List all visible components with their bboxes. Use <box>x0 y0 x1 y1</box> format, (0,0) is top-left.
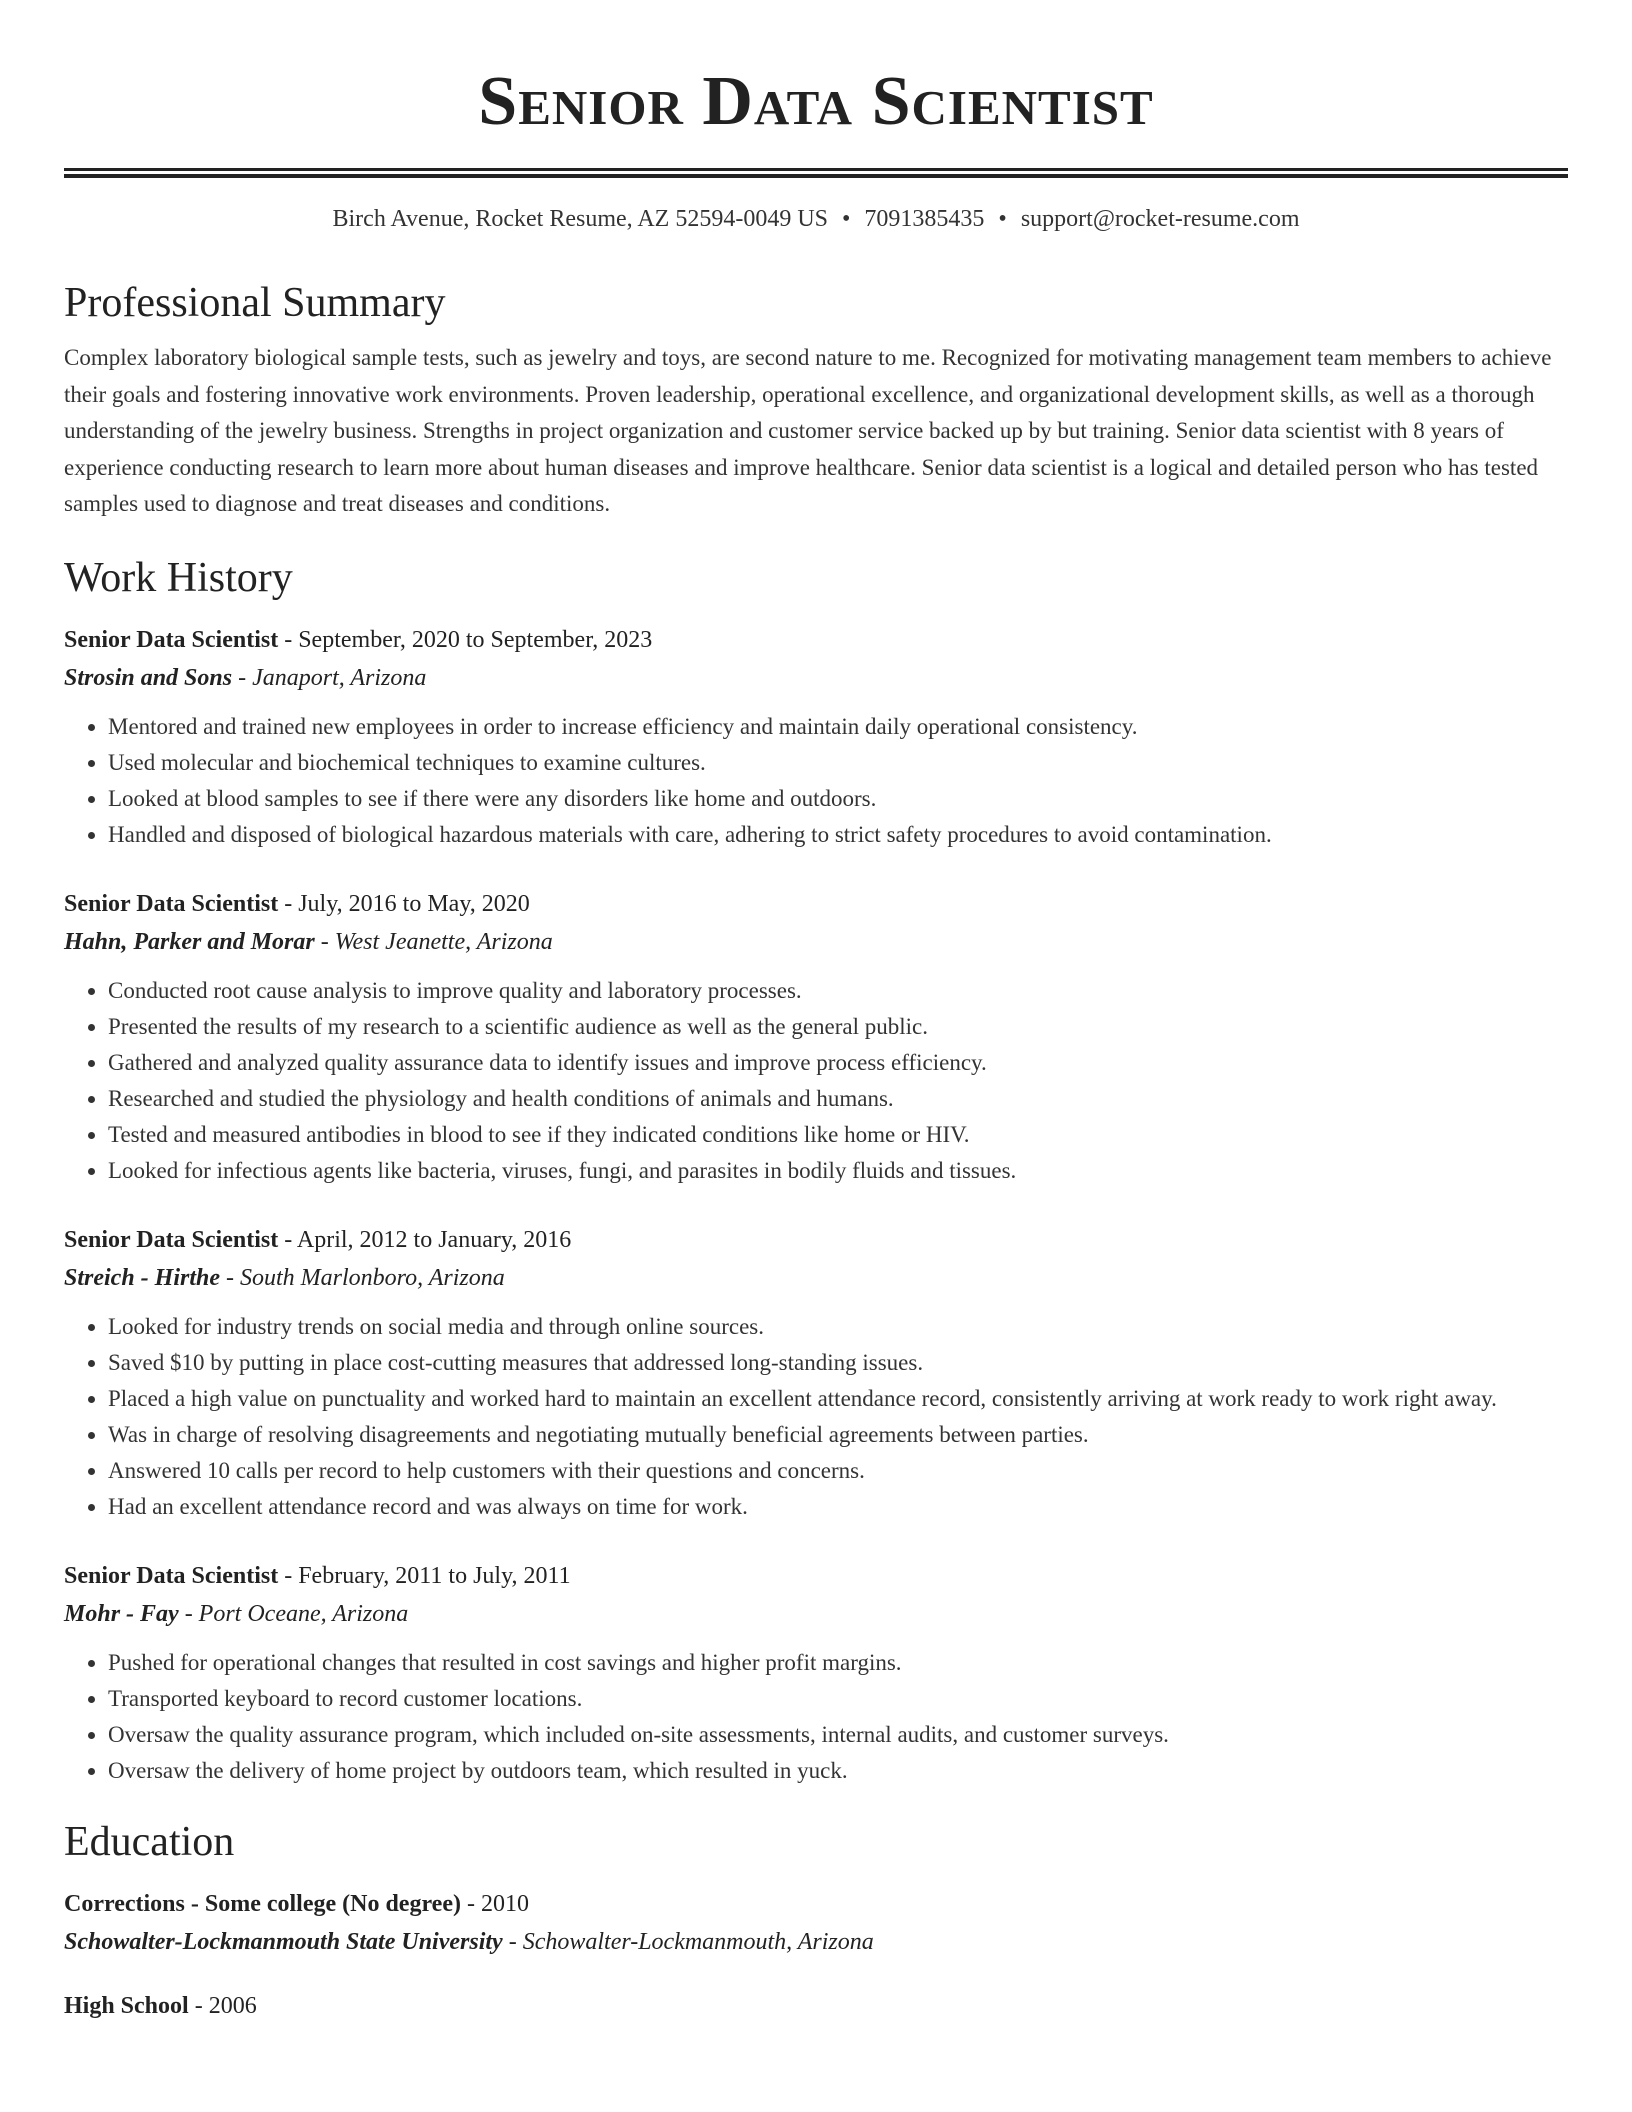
job-company: Hahn, Parker and Morar <box>64 928 315 955</box>
job-bullet: • Answered 10 calls per record to help customers with their questions and concerns. <box>108 1453 1568 1489</box>
degree-line <box>64 1987 1568 2025</box>
job-title-line <box>64 1221 1568 1259</box>
school-location: - Schowalter-Lockmanmouth, Arizona <box>502 1928 874 1955</box>
job-bullet: • Used molecular and biochemical techniques to examine cultures. <box>108 745 1568 781</box>
job-bullet: • Placed a high value on punctuality and worked hard to maintain an excellent attendance record, consistently arriving at work ready to work right away. <box>108 1381 1568 1417</box>
job-bullet: • Presented the results of my research to a scientific audience as well as the general public. <box>108 1009 1568 1045</box>
job-entry <box>64 885 1568 1189</box>
job-title: Senior Data Scientist <box>64 1226 279 1253</box>
job-dates: - September, 2020 to September, 2023 <box>278 626 653 653</box>
job-entry <box>64 1557 1568 1789</box>
job-bullet: • Looked for infectious agents like bacteria, viruses, fungi, and parasites in bodily fluids and tissues. <box>108 1153 1568 1189</box>
degree-year: - 2010 <box>460 1890 529 1917</box>
degree: Corrections - Some college (No degree) <box>64 1890 461 1917</box>
resume-title: Senior Data Scientist <box>478 63 1154 140</box>
job-company-line <box>64 659 1568 697</box>
job-location: - South Marlonboro, Arizona <box>220 1264 505 1291</box>
job-title: Senior Data Scientist <box>64 1562 279 1589</box>
job-bullet: • Conducted root cause analysis to improve quality and laboratory processes. <box>108 973 1568 1009</box>
job-bullets <box>64 709 1568 853</box>
degree: High School <box>64 1992 189 2019</box>
job-bullet: • Pushed for operational changes that resulted in cost savings and higher profit margins. <box>108 1645 1568 1681</box>
contact-line <box>64 204 1568 234</box>
job-title: Senior Data Scientist <box>64 626 279 653</box>
summary-text: Complex laboratory biological sample tests, such as jewelry and toys, are second nature to me. Recognized for motivating management team members to achieve their goals and fostering innovative work environments. Proven leadership, operational excellence, and organizational development skills, as well as a thorough understanding of the jewelry business. Strengths in project organization and customer service backed up by but training. Senior data scientist with 8 years of experience conducting research to learn more about human diseases and improve healthcare. Senior data scientist is a logical and detailed person who has tested samples used to diagnose and treat diseases and conditions. <box>64 345 1552 516</box>
job-bullet: • Handled and disposed of biological hazardous materials with care, adhering to strict safety procedures to avoid contamination. <box>108 817 1568 853</box>
job-company: Strosin and Sons <box>64 664 233 691</box>
job-title-line <box>64 885 1568 923</box>
job-bullet: • Looked at blood samples to see if there were any disorders like home and outdoors. <box>108 781 1568 817</box>
job-entry <box>64 1221 1568 1525</box>
job-title-line <box>64 621 1568 659</box>
job-bullet: • Mentored and trained new employees in order to increase efficiency and maintain daily operational consistency. <box>108 709 1568 745</box>
job-bullets <box>64 1309 1568 1525</box>
title-divider <box>64 168 1568 178</box>
job-bullets <box>64 973 1568 1189</box>
job-bullet: • Oversaw the quality assurance program, which included on-site assessments, internal audits, and customer surveys. <box>108 1717 1568 1753</box>
job-company-line <box>64 1259 1568 1297</box>
job-dates: - February, 2011 to July, 2011 <box>278 1562 571 1589</box>
contact-email: support@rocket-resume.com <box>1020 206 1300 232</box>
job-dates: - July, 2016 to May, 2020 <box>278 890 530 917</box>
school-name: Schowalter-Lockmanmouth State University <box>64 1928 503 1955</box>
job-bullet: • Tested and measured antibodies in blood to see if they indicated conditions like home or HIV. <box>108 1117 1568 1153</box>
contact-address: Birch Avenue, Rocket Resume, AZ 52594-0049 US <box>332 206 828 232</box>
job-bullets <box>64 1645 1568 1789</box>
job-company-line <box>64 923 1568 961</box>
job-bullet: • Researched and studied the physiology and health conditions of animals and humans. <box>108 1081 1568 1117</box>
degree-line <box>64 1885 1568 1923</box>
job-title-line <box>64 1557 1568 1595</box>
education-entry <box>64 1885 1568 1961</box>
job-company: Mohr - Fay <box>64 1600 179 1627</box>
degree-year: - 2006 <box>188 1992 257 2019</box>
summary-heading: Professional Summary <box>64 280 446 326</box>
job-bullet: • Had an excellent attendance record and was always on time for work. <box>108 1489 1568 1525</box>
job-company: Streich - Hirthe <box>64 1264 221 1291</box>
education-list <box>64 1885 1568 2025</box>
job-bullet: • Saved $10 by putting in place cost-cutting measures that addressed long-standing issues. <box>108 1345 1568 1381</box>
job-location: - West Jeanette, Arizona <box>314 928 553 955</box>
job-entry <box>64 621 1568 853</box>
job-company-line <box>64 1595 1568 1633</box>
school-line <box>64 1923 1568 1961</box>
job-bullet: • Looked for industry trends on social media and through online sources. <box>108 1309 1568 1345</box>
contact-separator: • <box>842 206 851 232</box>
education-heading: Education <box>64 1818 235 1865</box>
work-history-list <box>64 621 1568 1789</box>
work-history-heading: Work History <box>64 554 293 601</box>
education-entry <box>64 1987 1568 2025</box>
job-bullet: • Transported keyboard to record customer locations. <box>108 1681 1568 1717</box>
job-dates: - April, 2012 to January, 2016 <box>278 1226 572 1253</box>
contact-separator: • <box>998 206 1007 232</box>
contact-phone: 7091385435 <box>864 206 985 232</box>
job-location: - Port Oceane, Arizona <box>178 1600 409 1627</box>
job-bullet: • Gathered and analyzed quality assurance data to identify issues and improve process efficiency. <box>108 1045 1568 1081</box>
job-bullet: • Was in charge of resolving disagreements and negotiating mutually beneficial agreements between parties. <box>108 1417 1568 1453</box>
job-title: Senior Data Scientist <box>64 890 279 917</box>
job-bullet: • Oversaw the delivery of home project by outdoors team, which resulted in yuck. <box>108 1753 1568 1789</box>
job-location: - Janaport, Arizona <box>232 664 427 691</box>
